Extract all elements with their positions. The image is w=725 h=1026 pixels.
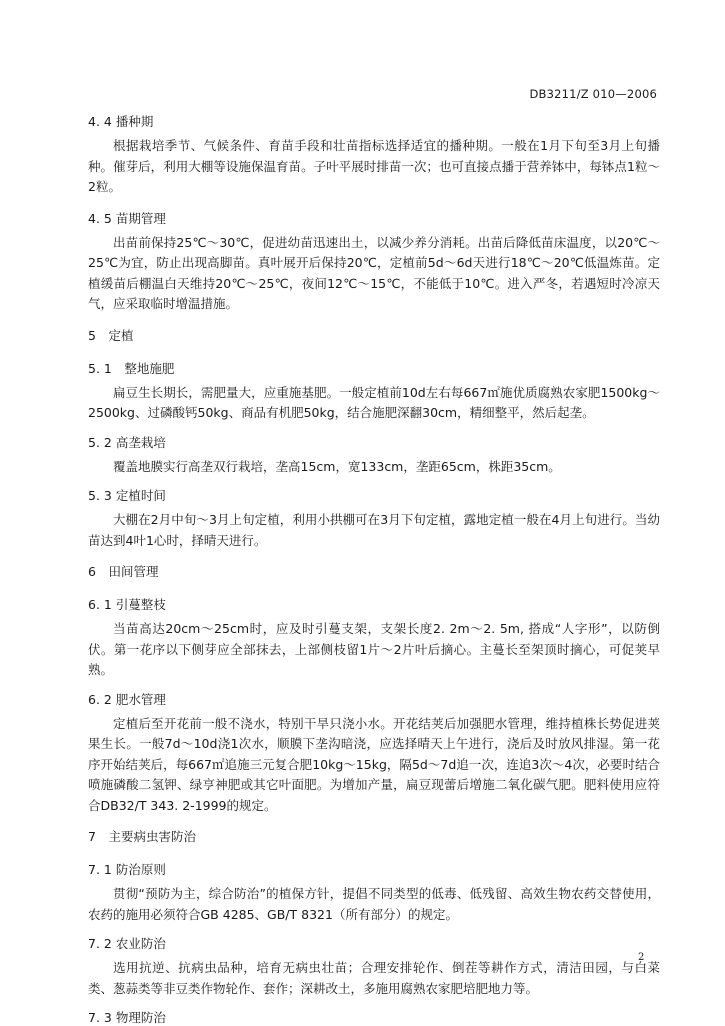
section-paragraph: 扁豆生长期长，需肥量大，应重施基肥。一般定植前10d左右每667㎡施优质腐熟农家肥1500kg～2500kg、过磷酸钙50kg、商品有机肥50kg，结合施肥深翻30cm，精细整平，然后起垄。 — [88, 384, 660, 420]
section-paragraph: 根据栽培季节、气候条件、育苗手段和壮苗指标选择适宜的播种期。一般在1月下旬至3月上旬播种。催芽后，利用大棚等设施保温育苗。子叶平展时排苗一次；也可直接点播于营养钵中，每钵点1粒～2粒。 — [88, 138, 660, 194]
section-paragraph: 选用抗逆、抗病虫品种，培育无病虫壮苗；合理安排轮作、倒茬等耕作方式，清洁田园，与白菜类、葱蒜类等非豆类作物轮作、套作；深耕改土，多施用腐熟农家肥培肥地力等。 — [88, 960, 660, 996]
section-heading: 5. 1 整地施肥 — [88, 360, 175, 376]
document-body — [88, 113, 660, 1026]
section-heading: 4. 5 苗期管理 — [88, 210, 166, 226]
section-paragraph: 大棚在2月中旬～3月上旬定植，利用小拱棚可在3月下旬定植，露地定植一般在4月上旬进行。当幼苗达到4叶1心时，择晴天进行。 — [88, 512, 660, 548]
section-paragraph: 定植后至开花前一般不浇水，特别干旱只浇小水。开花结荚后加强肥水管理，维持植株长势促进荚果生长。一般7d～10d浇1次水，顺膜下垄沟暗浇，应选择晴天上午进行，浇后及时放风排湿。第一花序开始结荚后，每667㎡追施三元复合肥10kg～15kg，隔5d～7d追一次，连追3次～4次，必要时结合喷施磷酸二氢钾、绿亨神肥或其它叶面肥。为增加产量，扁豆现蕾后增施二氧化碳气肥。肥料使用应符合DB32/T 343. 2-1999的规定。 — [88, 715, 660, 813]
section-heading: 5. 3 定植时间 — [88, 488, 166, 503]
section-heading: 7. 3 物理防治 — [88, 1010, 166, 1025]
section-heading: 7 主要病虫害防治 — [88, 829, 196, 844]
section-heading: 7. 2 农业防治 — [88, 936, 166, 951]
section-paragraph: 出苗前保持25℃～30℃，促进幼苗迅速出土，以减少养分消耗。出苗后降低苗床温度，以20℃～25℃为宜，防止出现高脚苗。真叶展开后保持20℃，定植前5d～6d天进行18℃～20℃低温炼苗。定植缓苗后棚温白天维持20℃～25℃，夜间12℃～15℃，不能低于10℃。进入严冬，若遇短时冷凉天气，应采取临时增温措施。 — [88, 234, 660, 311]
section-heading: 6 田间管理 — [88, 564, 159, 579]
document-code: DB3211/Z 010—2006 — [529, 87, 657, 101]
section-paragraph: 覆盖地膜实行高垄双行栽培，垄高15cm，宽133cm，垄距65cm，株距35cm。 — [113, 458, 561, 474]
section-paragraph: 当苗高达20cm～25cm时，应及时引蔓支架，支架长度2. 2m～2. 5m, 搭成“人字形”，以防倒伏。第一花序以下侧芽应全部抹去，上部侧枝留1片～2片叶后摘心。主蔓长至架顶时摘心，可促荚早熟。 — [88, 621, 660, 677]
section-heading: 6. 1 引蔓整枝 — [88, 597, 166, 612]
section-heading: 5 定植 — [88, 327, 134, 343]
page-number: 2 — [638, 952, 645, 963]
section-heading: 7. 1 防治原则 — [88, 862, 166, 877]
section-heading: 5. 2 高垄栽培 — [88, 434, 166, 450]
section-heading: 4. 4 播种期 — [88, 114, 154, 129]
section-paragraph: 贯彻“预防为主，综合防治”的植保方针，提倡不同类型的低毒、低残留、高效生物农药交替使用，农药的施用必须符合GB 4285、GB/T 8321（所有部分）的规定。 — [88, 886, 660, 922]
section-heading: 6. 2 肥水管理 — [88, 691, 166, 707]
